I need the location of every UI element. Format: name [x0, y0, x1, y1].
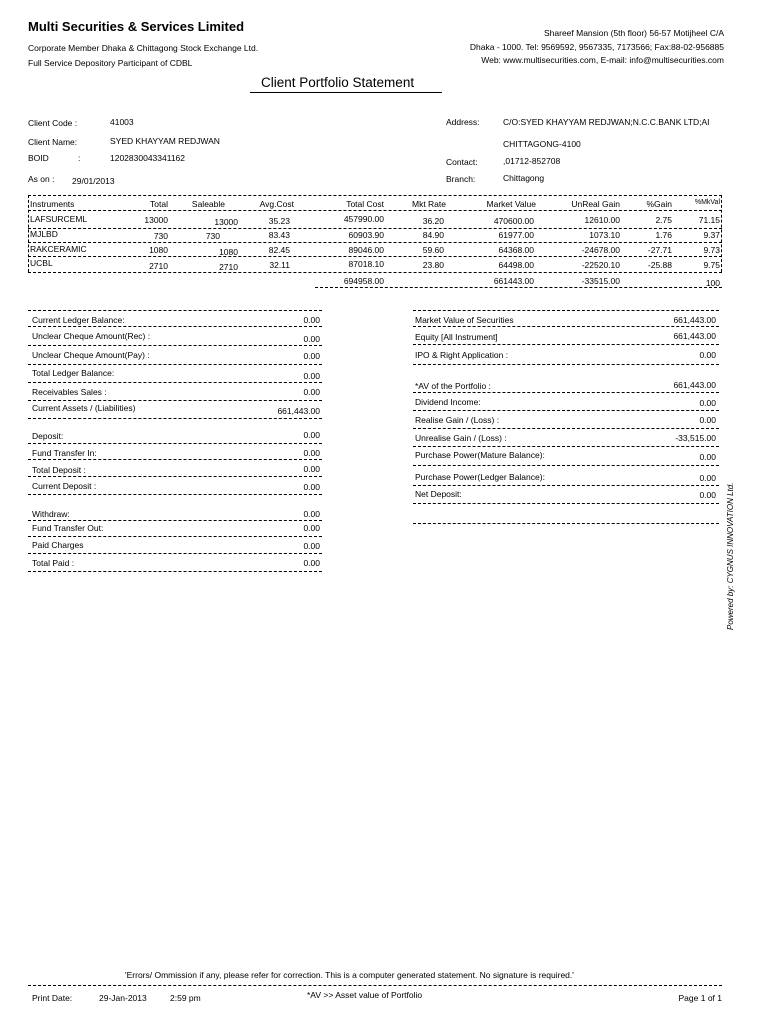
print-date-label: Print Date:	[32, 993, 73, 1003]
branch-value: Chittagong	[503, 173, 545, 183]
client-name-label: Client Name:	[28, 137, 78, 147]
address-line1: C/O:SYED KHAYYAM REDJWAN;N.C.C.BANK LTD;AI	[503, 117, 710, 127]
title-underline	[250, 92, 442, 93]
boid: 1202830043341162	[110, 153, 186, 163]
company-name: Multi Securities & Services Limited	[28, 19, 245, 34]
table-cell: 35.23	[268, 216, 290, 226]
table-cell: 730	[153, 231, 168, 241]
table-cell: 23.80	[422, 260, 444, 270]
totals-underline	[315, 287, 722, 288]
divider	[28, 326, 322, 327]
table-cell: 83.43	[268, 230, 290, 240]
table-cell: UCBL	[30, 258, 53, 268]
mkval-sum: 100	[705, 278, 720, 288]
table-cell: -25.88	[647, 260, 672, 270]
table-cell: -24678.00	[581, 245, 620, 255]
footer-note: 'Errors/ Ommission if any, please refer for correction. This is a computer generated statement. No signature is required.'	[125, 970, 574, 980]
table-cell: 1080	[219, 247, 238, 257]
as-on-date: 29/01/2013	[72, 176, 115, 186]
table-cell: 84.90	[422, 230, 444, 240]
summary-value: 661,443.00	[277, 406, 320, 416]
divider	[28, 494, 322, 495]
summary-label: Current Ledger Balance:	[32, 315, 125, 325]
summary-value: 661,443.00	[673, 331, 716, 341]
company-depository: Full Service Depository Participant of CDBL	[28, 58, 193, 68]
table-cell: 9.73	[703, 245, 720, 255]
contact-value: ,01712-852708	[503, 156, 561, 166]
col-market-value: Market Value	[486, 199, 536, 209]
summary-value: 0.00	[699, 350, 716, 360]
summary-label: Withdraw:	[32, 509, 70, 519]
table-row-divider	[28, 242, 722, 243]
summary-label: Equity [All Instrument]	[415, 332, 498, 342]
address-line2: CHITTAGONG-4100	[503, 139, 581, 149]
table-cell: 9.37	[703, 230, 720, 240]
summary-label: Fund Transfer Out:	[32, 523, 104, 533]
table-cell: 13000	[144, 215, 168, 225]
table-cell: 2710	[219, 262, 238, 272]
table-cell: -27.71	[647, 245, 672, 255]
col-mkt-rate: Mkt Rate	[411, 199, 446, 209]
address-label: Address:	[446, 117, 480, 127]
summary-value: 0.00	[699, 452, 716, 462]
table-cell: 64498.00	[498, 260, 534, 270]
table-cell: 82.45	[268, 245, 290, 255]
summary-value: 0.00	[303, 371, 320, 381]
summary-label: Fund Transfer In:	[32, 448, 97, 458]
summary-label: Total Paid :	[32, 558, 75, 568]
col-saleable: Saleable	[191, 199, 225, 209]
summary-label: Current Deposit :	[32, 481, 97, 491]
divider	[28, 364, 322, 365]
total-cost-sum: 694958.00	[343, 276, 384, 286]
divider	[28, 310, 322, 311]
divider	[413, 392, 719, 393]
table-cell: 12610.00	[584, 215, 620, 225]
summary-value: 0.00	[303, 523, 320, 533]
summary-label: Unclear Cheque Amount(Pay) :	[32, 350, 150, 360]
divider	[28, 459, 322, 460]
divider	[413, 364, 719, 365]
summary-label: Net Deposit:	[415, 489, 462, 499]
divider	[413, 503, 719, 504]
table-cell: 89046.00	[348, 245, 384, 255]
table-cell: MJLBD	[30, 229, 58, 239]
table-cell: RAKCERAMIC	[30, 244, 87, 254]
table-cell: 61977.00	[498, 230, 534, 240]
table-cell: 470600.00	[493, 216, 534, 226]
av-note: *AV >> Asset value of Portfolio	[307, 990, 423, 1000]
summary-label: Purchase Power(Ledger Balance):	[415, 472, 545, 482]
summary-value: 0.00	[699, 415, 716, 425]
divider	[413, 326, 719, 327]
print-time: 2:59 pm	[170, 993, 201, 1003]
divider	[28, 571, 322, 572]
unreal-gain-sum: -33515.00	[581, 276, 620, 286]
divider	[413, 410, 719, 411]
summary-value: 0.00	[303, 541, 320, 551]
divider	[413, 310, 719, 311]
table-cell: 1.76	[655, 230, 672, 240]
col-avg-cost: Avg.Cost	[259, 199, 294, 209]
divider	[28, 400, 322, 401]
summary-value: 0.00	[303, 351, 320, 361]
summary-value: 0.00	[303, 558, 320, 568]
divider	[413, 446, 719, 447]
client-code: 41003	[110, 117, 134, 127]
powered-by-text: Powered by: CYGNUS INNOVATION Ltd.	[726, 482, 735, 630]
summary-label: Dividend Income:	[415, 397, 481, 407]
table-cell: 64368.00	[498, 245, 534, 255]
divider	[28, 345, 322, 346]
table-cell: 60903.90	[348, 230, 384, 240]
table-cell: LAFSURCEML	[30, 214, 88, 224]
summary-value: 0.00	[303, 448, 320, 458]
divider	[413, 428, 719, 429]
client-code-label: Client Code :	[28, 118, 78, 128]
table-cell: 36.20	[422, 216, 444, 226]
table-cell: 87018.10	[348, 259, 384, 269]
client-name: SYED KHAYYAM REDJWAN	[110, 136, 220, 146]
summary-value: 0.00	[699, 473, 716, 483]
summary-label: Market Value of Securities	[415, 315, 514, 325]
summary-label: Purchase Power(Mature Balance):	[415, 450, 545, 460]
summary-value: 0.00	[699, 398, 716, 408]
summary-value: 0.00	[303, 464, 320, 474]
summary-value: -33,515.00	[675, 433, 716, 443]
divider	[413, 523, 719, 524]
summary-value: 0.00	[303, 334, 320, 344]
market-value-sum: 661443.00	[493, 276, 534, 286]
summary-label: Realise Gain / (Loss) :	[415, 415, 500, 425]
table-row-divider	[28, 228, 722, 229]
table-cell: 32.11	[269, 260, 290, 270]
table-border-top	[28, 195, 722, 196]
table-cell: 730	[205, 231, 220, 241]
table-cell: 59.60	[422, 245, 444, 255]
table-cell: 2.75	[655, 215, 672, 225]
summary-label: Total Deposit :	[32, 465, 86, 475]
summary-label: *AV of the Portfolio :	[415, 381, 491, 391]
summary-label: IPO & Right Application :	[415, 350, 509, 360]
col-unreal-gain: UnReal Gain	[571, 199, 620, 209]
boid-colon: :	[78, 153, 81, 163]
table-cell: 1080	[149, 245, 168, 255]
summary-value: 0.00	[303, 315, 320, 325]
summary-label: Unrealise Gain / (Loss) :	[415, 433, 507, 443]
summary-label: Current Assets / (Liabilities)	[32, 403, 136, 413]
table-cell: 71.15	[698, 215, 720, 225]
divider	[28, 536, 322, 537]
summary-value: 0.00	[303, 509, 320, 519]
contact-label: Contact:	[446, 157, 478, 167]
divider	[413, 485, 719, 486]
col-mkval-pct: %MkVal	[694, 199, 720, 206]
divider	[28, 443, 322, 444]
summary-value: 0.00	[303, 430, 320, 440]
page-title: Client Portfolio Statement	[261, 75, 415, 90]
divider	[28, 476, 322, 477]
summary-value: 0.00	[303, 387, 320, 397]
summary-value: 0.00	[303, 482, 320, 492]
table-border-bottom	[28, 272, 722, 273]
col-total: Total	[150, 199, 168, 209]
summary-label: Deposit:	[32, 431, 64, 441]
table-border-left	[28, 195, 29, 272]
page-number: Page 1 of 1	[678, 993, 722, 1003]
summary-value: 661,443.00	[673, 380, 716, 390]
summary-label: Unclear Cheque Amount(Rec) :	[32, 331, 151, 341]
divider	[413, 465, 719, 466]
col-total-cost: Total Cost	[346, 199, 384, 209]
divider	[28, 418, 322, 419]
divider	[28, 520, 322, 521]
summary-label: Paid Charges	[32, 540, 84, 550]
company-contact: Dhaka - 1000. Tel: 9569592, 9567335, 7173566; Fax:88-02-956885	[469, 42, 724, 52]
boid-label: BOID	[28, 153, 49, 163]
table-cell: 13000	[214, 217, 238, 227]
divider	[28, 382, 322, 383]
table-cell: 1073.10	[589, 230, 620, 240]
print-date: 29-Jan-2013	[99, 993, 147, 1003]
table-cell: 457990.00	[343, 214, 384, 224]
table-row-divider	[28, 256, 722, 257]
table-cell: -22520.10	[581, 260, 620, 270]
table-border-right	[721, 195, 722, 272]
company-address: Shareef Mansion (5th floor) 56-57 Motijheel C/A	[543, 28, 724, 38]
company-membership: Corporate Member Dhaka & Chittagong Stock Exchange Ltd.	[28, 43, 259, 53]
summary-label: Receivables Sales :	[32, 387, 107, 397]
table-cell: 2710	[149, 261, 168, 271]
footer-divider	[28, 985, 722, 986]
table-header-divider	[28, 210, 722, 211]
col-instruments: Instruments	[30, 199, 75, 209]
branch-label: Branch:	[446, 174, 476, 184]
divider	[28, 553, 322, 554]
summary-label: Total Ledger Balance:	[32, 368, 115, 378]
as-on-label: As on :	[28, 174, 55, 184]
table-cell: 9.75	[703, 260, 720, 270]
divider	[413, 344, 719, 345]
company-web: Web: www.multisecurities.com, E-mail: info@multisecurities.com	[481, 55, 724, 65]
summary-value: 0.00	[699, 490, 716, 500]
summary-value: 661,443.00	[673, 315, 716, 325]
col-gain-pct: %Gain	[646, 199, 672, 209]
